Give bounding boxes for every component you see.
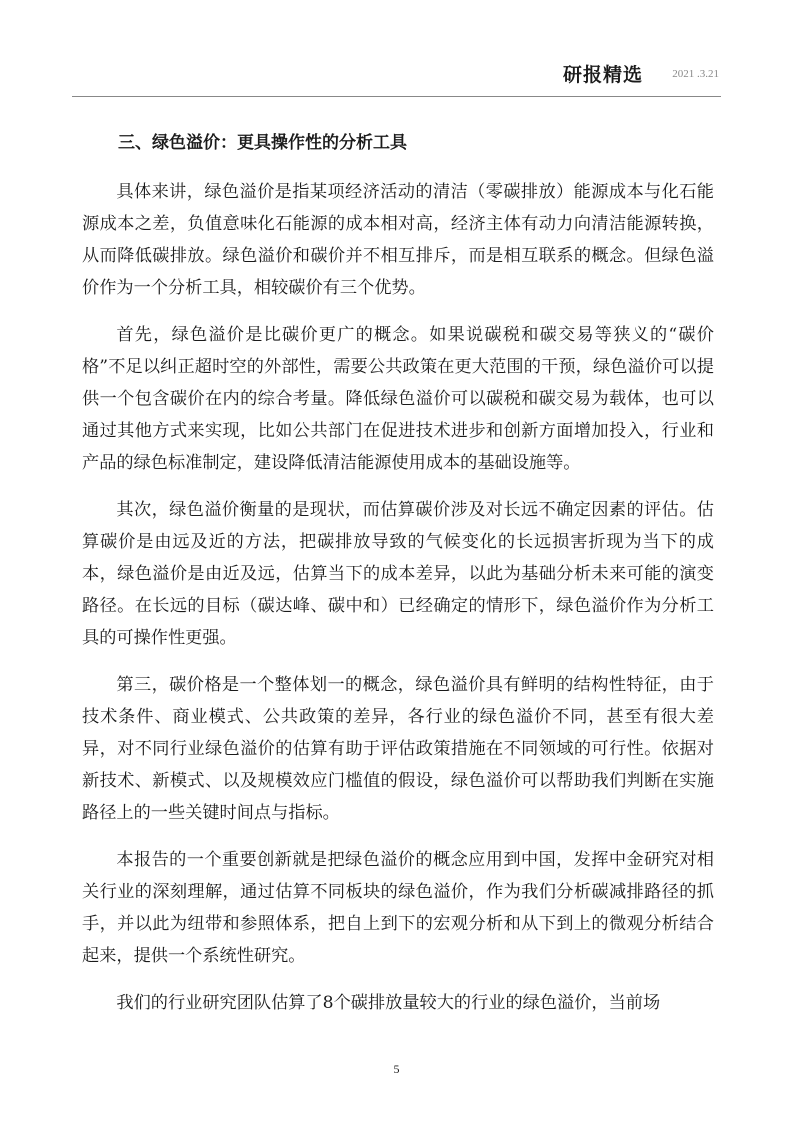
header-date: 2021 .3.21 — [672, 68, 719, 80]
paragraph-6: 我们的行业研究团队估算了8个碳排放量较大的行业的绿色溢价，当前场 — [116, 993, 661, 1013]
section-heading: 三、绿色溢价：更具操作性的分析工具 — [118, 133, 407, 153]
header-title: 研报精选 — [562, 64, 643, 86]
paragraph-2: 首先，绿色溢价是比碳价更广的概念。如果说碳税和碳交易等狭义的“碳价格”不足以纠正超时空的外部性，需要公共政策在更大范围的干预，绿色溢价可以提供一个包含碳价在内的综合考量。降低绿色溢价可以碳税和碳交易为载体，也可以通过其他方式来实现，比如公共部门在促进技术进步和创新方面增加投入，行业和产品的绿色标准制定，建设降低清洁能源使用成本的基础设施等。 — [82, 325, 714, 473]
paragraph-3: 其次，绿色溢价衡量的是现状，而估算碳价涉及对长远不确定因素的评估。估算碳价是由远及近的方法，把碳排放导致的气候变化的长远损害折现为当下的成本，绿色溢价是由近及远，估算当下的成本差异，以此为基础分析未来可能的演变路径。在长远的目标（碳达峰、碳中和）已经确定的情形下，绿色溢价作为分析工具的可操作性更强。 — [82, 500, 714, 648]
page-header — [72, 58, 721, 97]
paragraph-4: 第三，碳价格是一个整体划一的概念，绿色溢价具有鲜明的结构性特征，由于技术条件、商业模式、公共政策的差异，各行业的绿色溢价不同，甚至有很大差异，对不同行业绿色溢价的估算有助于评估政策措施在不同领域的可行性。依据对新技术、新模式、以及规模效应门槛值的假设，绿色溢价可以帮助我们判断在实施路径上的一些关键时间点与指标。 — [82, 675, 714, 823]
paragraph-1: 具体来讲，绿色溢价是指某项经济活动的清洁（零碳排放）能源成本与化石能源成本之差，负值意味化石能源的成本相对高，经济主体有动力向清洁能源转换，从而降低碳排放。绿色溢价和碳价并不相互排斥，而是相互联系的概念。但绿色溢价作为一个分析工具，相较碳价有三个优势。 — [82, 182, 714, 298]
paragraph-5: 本报告的一个重要创新就是把绿色溢价的概念应用到中国，发挥中金研究对相关行业的深刻理解，通过估算不同板块的绿色溢价，作为我们分析碳减排路径的抓手，并以此为纽带和参照体系，把自上到下的宏观分析和从下到上的微观分析结合起来，提供一个系统性研究。 — [82, 850, 714, 966]
page-number: 5 — [393, 1062, 400, 1076]
body-text — [82, 176, 714, 1034]
